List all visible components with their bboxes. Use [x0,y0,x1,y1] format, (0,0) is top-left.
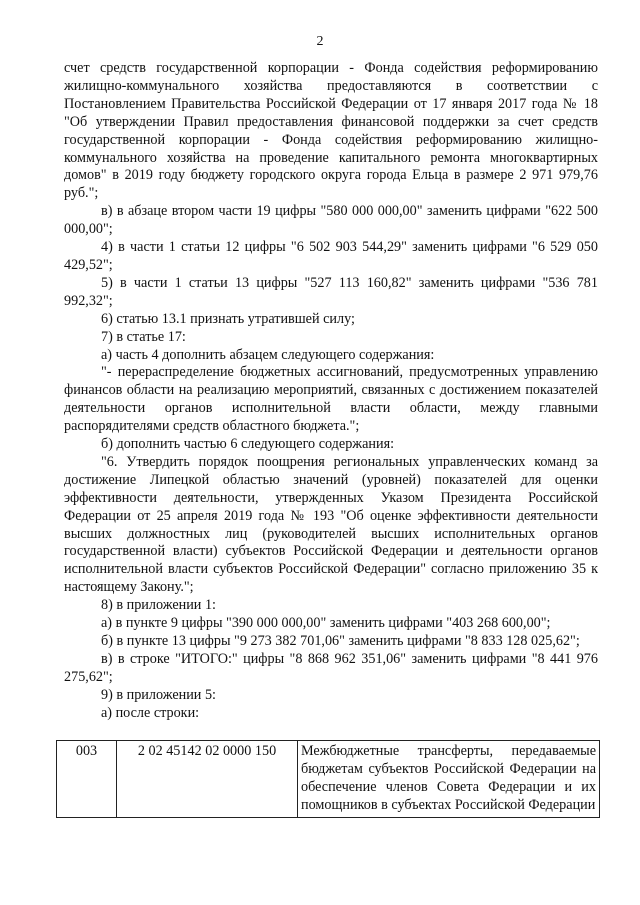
paragraph: 6) статью 13.1 признать утратившей силу; [101,310,355,327]
table-cell-name: Межбюджетные трансферты, передаваемые бюджетам субъектов Российской Федерации на обеспечение членов Совета Федерации и их помощников в субъектах Российской Федерации [298,741,600,818]
page-number: 2 [316,34,324,49]
paragraph: б) дополнить частью 6 следующего содержания: [101,436,395,453]
paragraph: а) после строки: [101,704,200,721]
paragraph: "- перераспределение бюджетных ассигнований, предусмотренных управлению финансов области на реализацию мероприятий, связанных с достижением показателей деятельности органов исполнительной власти области, между главными распорядителями средств областного бюджета."; [64,364,598,435]
paragraph: в) в строке "ИТОГО:" цифры "8 868 962 351,06" заменить цифрами "8 441 976 275,62"; [64,650,598,685]
table-row [57,741,600,818]
paragraph: "6. Утвердить порядок поощрения региональных управленческих команд за достижение Липецкой областью значений (уровней) показателей для оценки эффективности деятельности, утвержденных Указом Президента Российской Федерации от 25 апреля 2019 года № 193 "Об оценке эффективности деятельности высших должностных лиц (руководителей высших исполнительных органов государственной власти) субъектов Российской Федерации и деятельности органов исполнительной власти субъектов Российской Федерации" согласно приложению 35 к настоящему Закону."; [64,453,598,596]
paragraph: 8) в приложении 1: [101,597,216,614]
paragraph: а) в пункте 9 цифры "390 000 000,00" заменить цифрами "403 268 600,00"; [101,615,551,632]
table-cell-code: 003 [57,741,117,818]
table-cell-kbk: 2 02 45142 02 0000 150 [117,741,298,818]
budget-table [56,740,600,818]
paragraph: а) часть 4 дополнить абзацем следующего содержания: [101,346,435,363]
paragraph: счет средств государственной корпорации - Фонда содействия реформированию жилищно-коммунального хозяйства предоставляются в соответствии с Постановлением Правительства Российской Федерации от 17 января 2017 года № 18 "Об утверждении Правил предоставления финансовой поддержки за счет средств государственной корпорации - Фонда содействия реформированию жилищно-коммунального хозяйства на проведение капитального ремонта многоквартирных домов" в 2019 году бюджету городского округа города Ельца в размере 2 971 979,76 руб."; [64,60,598,202]
paragraph: 7) в статье 17: [101,328,186,345]
document-body [64,60,598,723]
paragraph: в) в абзаце втором части 19 цифры "580 000 000,00" заменить цифрами "622 500 000,00"; [64,203,598,238]
paragraph: 4) в части 1 статьи 12 цифры "6 502 903 544,29" заменить цифрами "6 529 050 429,52"; [64,239,598,273]
paragraph: 9) в приложении 5: [101,686,216,703]
paragraph: б) в пункте 13 цифры "9 273 382 701,06" заменить цифрами "8 833 128 025,62"; [101,633,580,649]
paragraph: 5) в части 1 статьи 13 цифры "527 113 160,82" заменить цифрами "536 781 992,32"; [64,274,598,309]
